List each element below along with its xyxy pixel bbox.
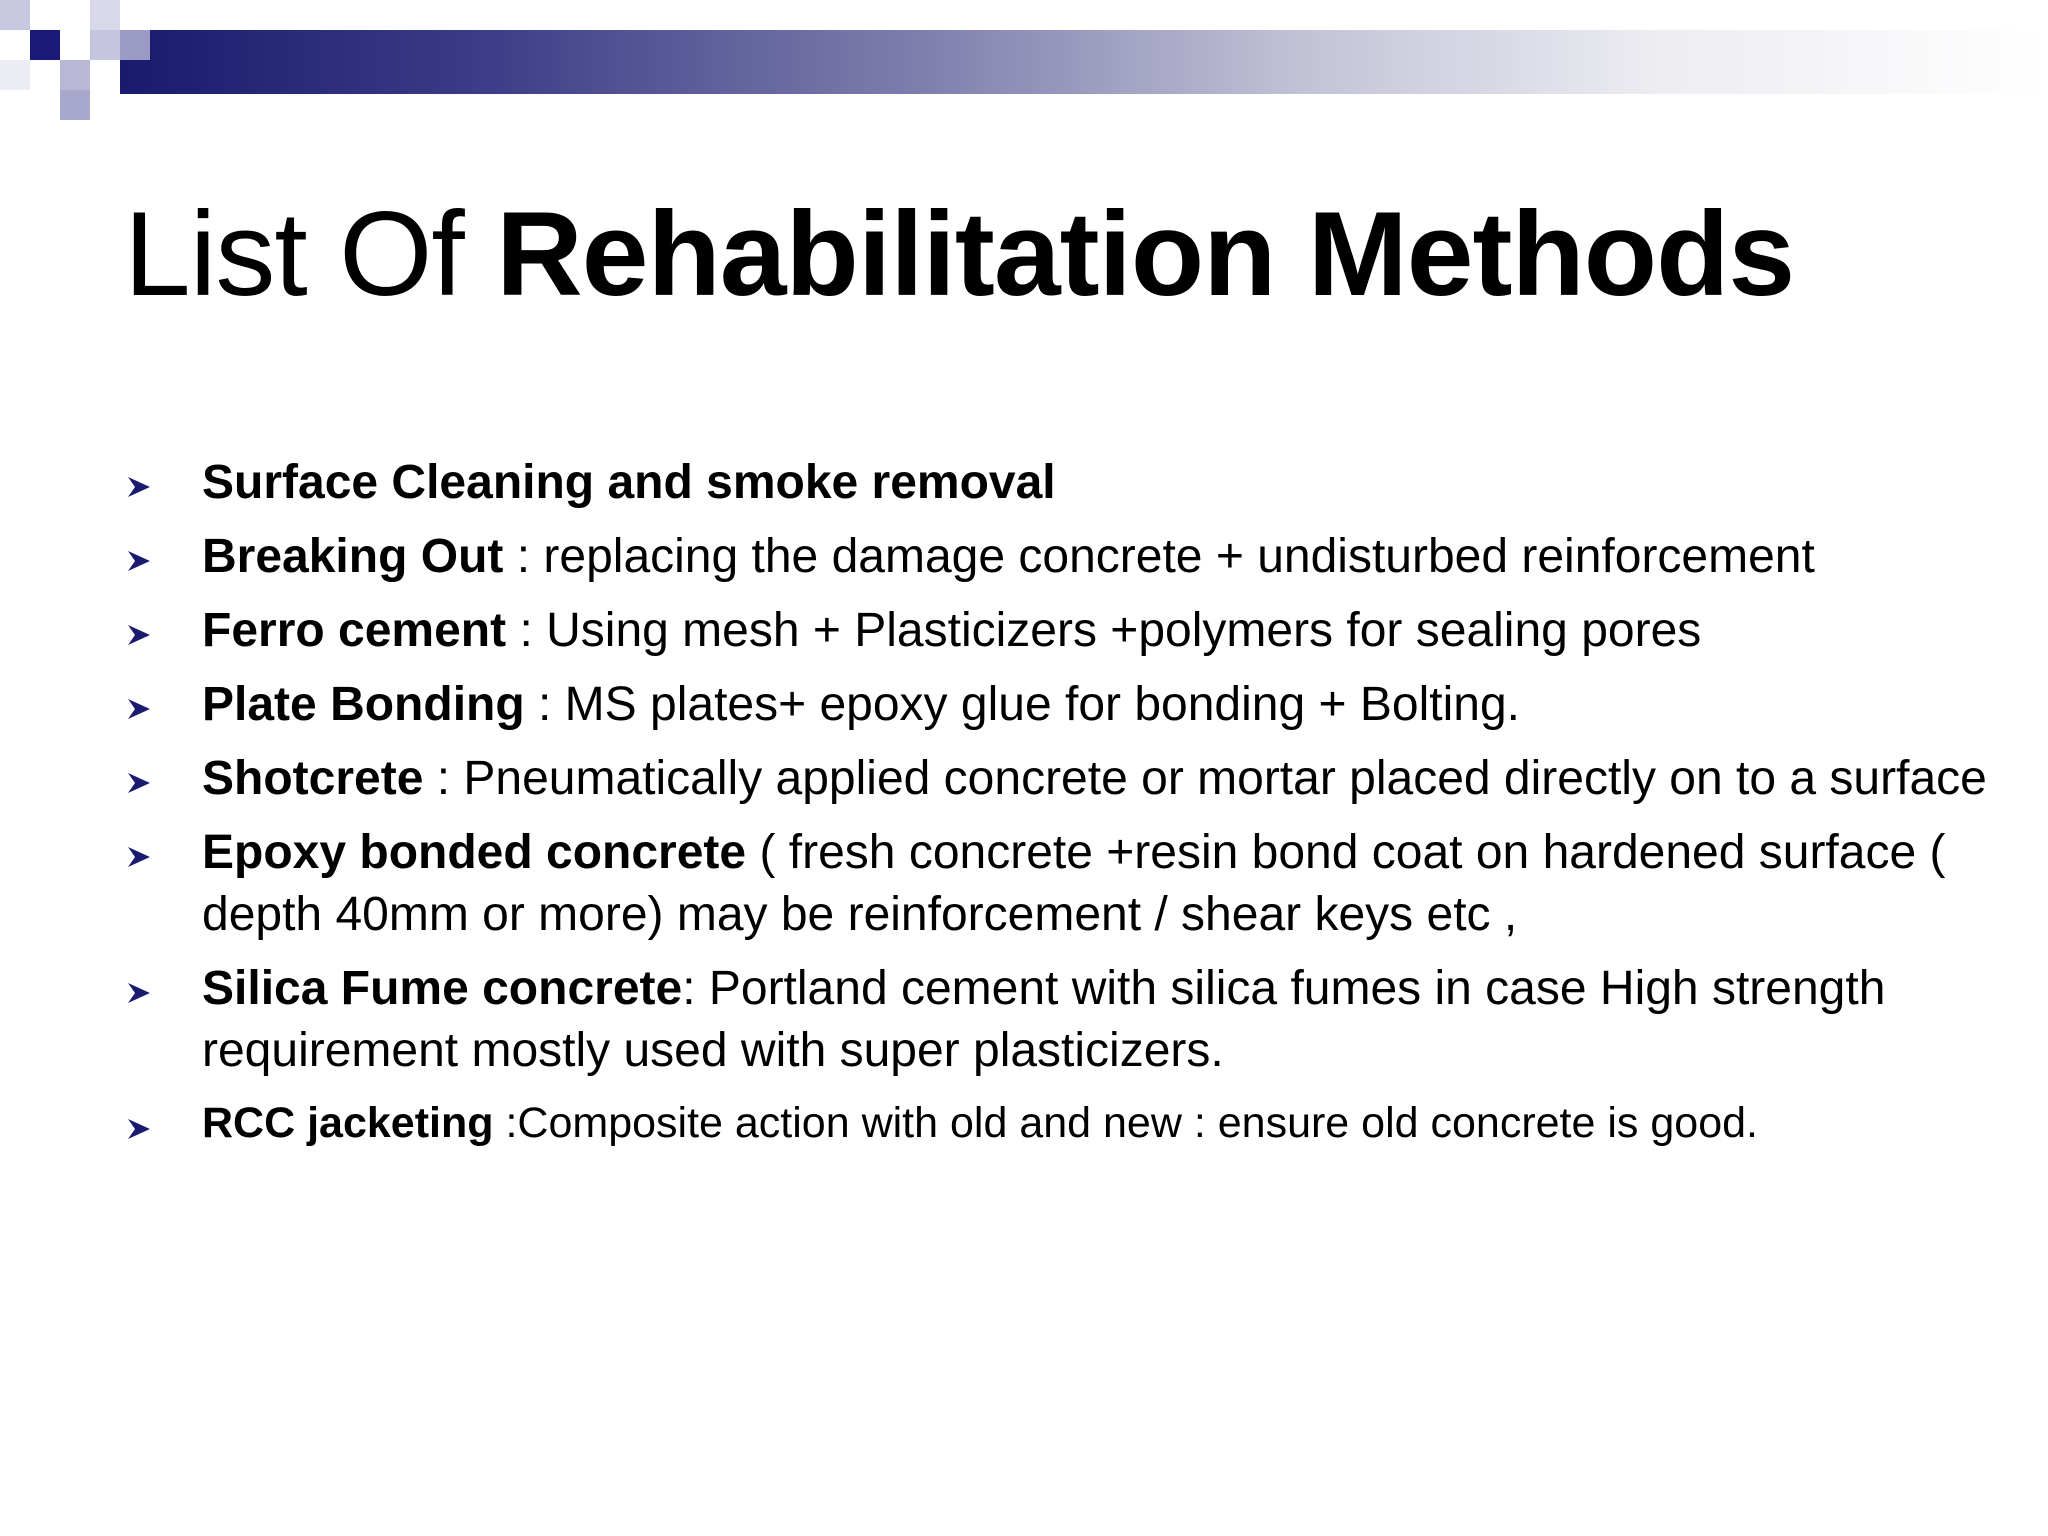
decor-square [60,60,90,90]
item-term: Silica Fume concrete [202,962,683,1015]
item-term: Shotcrete [202,752,424,805]
header-gradient-bar [120,30,2048,94]
item-detail: : MS plates+ epoxy glue for bonding + Bolting. [524,678,1520,731]
decor-square [60,90,90,120]
decor-square [0,60,30,90]
item-term: Epoxy bonded concrete [202,826,747,879]
decor-square [90,0,120,30]
item-detail: : Portland cement with silica fumes in case High strength requirement mostly used with super plasticizers. [202,962,1886,1077]
item-term: Surface Cleaning and smoke removal [202,456,1056,509]
arrowhead-bullet-icon [126,696,152,722]
bullet-list [120,452,2000,1164]
item-detail: :Composite action with old and new : ensure old concrete is good. [493,1099,1758,1147]
list-item [120,822,2000,946]
arrowhead-bullet-icon [126,980,152,1006]
item-detail: ( fresh concrete +resin bond coat on hardened surface ( depth 40mm or more) may be reinforcement / shear keys etc , [202,826,1946,941]
title-regular: List Of [124,187,497,321]
decor-square [0,0,30,30]
arrowhead-bullet-icon [126,474,152,500]
item-term: Breaking Out [202,530,504,583]
title-bold: Rehabilitation Methods [496,187,1795,321]
arrowhead-bullet-icon [126,548,152,574]
item-term: RCC jacketing [202,1099,494,1147]
list-item [120,1094,2000,1152]
slide-title [124,188,1794,320]
item-detail: : replacing the damage concrete + undisturbed reinforcement [503,530,1815,583]
decor-square [90,30,120,60]
list-item [120,674,2000,736]
arrowhead-bullet-icon [126,844,152,870]
decor-square [30,30,60,60]
item-term: Plate Bonding [202,678,525,731]
list-item [120,958,2000,1082]
item-term: Ferro cement [202,604,507,657]
item-detail: : Using mesh + Plasticizers +polymers for sealing pores [506,604,1702,657]
decor-square [120,30,150,60]
item-detail: : Pneumatically applied concrete or mortar placed directly on to a surface [423,752,1987,805]
list-item [120,452,2000,514]
list-item [120,600,2000,662]
list-item [120,526,2000,588]
arrowhead-bullet-icon [126,770,152,796]
list-item [120,748,2000,810]
arrowhead-bullet-icon [126,622,152,648]
arrowhead-bullet-icon [126,1116,152,1142]
